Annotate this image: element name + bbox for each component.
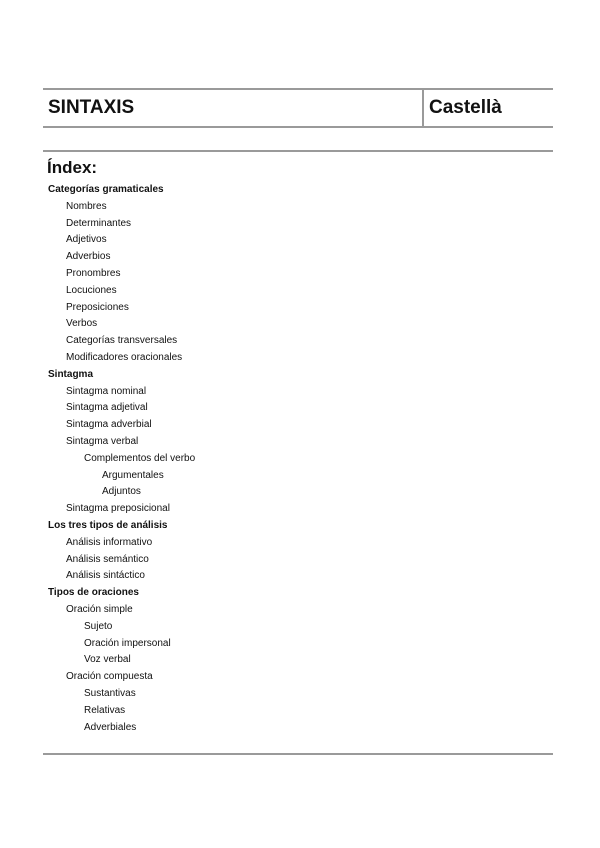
toc-item[interactable]: Adjuntos bbox=[102, 486, 141, 498]
toc-item[interactable]: Tipos de oraciones bbox=[48, 587, 139, 599]
toc-item[interactable]: Sintagma bbox=[48, 368, 94, 380]
toc-item[interactable]: Los tres tipos de análisis bbox=[48, 519, 168, 531]
top-divider bbox=[43, 150, 553, 152]
toc-item[interactable]: Relativas bbox=[84, 704, 126, 716]
toc-item[interactable]: Adjetivos bbox=[66, 234, 107, 246]
toc-item[interactable]: Nombres bbox=[66, 200, 107, 212]
toc-item[interactable]: Sustantivas bbox=[84, 687, 136, 699]
toc-item[interactable]: Complementos del verbo bbox=[84, 452, 196, 464]
toc-item[interactable]: Argumentales bbox=[102, 469, 164, 481]
document-header bbox=[43, 88, 553, 128]
toc-item[interactable]: Sintagma verbal bbox=[66, 435, 139, 447]
toc-item[interactable]: Categorías transversales bbox=[66, 335, 178, 347]
toc-item[interactable]: Sujeto bbox=[84, 620, 113, 632]
toc-item[interactable]: Sintagma adverbial bbox=[66, 419, 152, 431]
toc-item[interactable]: Categorías gramaticales bbox=[48, 184, 164, 195]
toc-item[interactable]: Verbos bbox=[66, 318, 98, 330]
toc-item[interactable]: Determinantes bbox=[66, 217, 132, 229]
toc-item[interactable]: Adverbios bbox=[66, 251, 111, 263]
toc-item[interactable]: Análisis informativo bbox=[66, 536, 153, 548]
toc-item[interactable]: Análisis sintáctico bbox=[66, 570, 145, 582]
toc-item[interactable]: Sintagma nominal bbox=[66, 385, 147, 397]
toc-item[interactable]: Oración compuesta bbox=[66, 671, 153, 683]
header-title-cell bbox=[43, 90, 424, 126]
toc-item[interactable]: Modificadores oracionales bbox=[66, 351, 183, 363]
bottom-divider bbox=[43, 753, 553, 755]
toc-item[interactable]: Análisis semántico bbox=[66, 553, 149, 565]
toc-item[interactable]: Oración simple bbox=[66, 603, 133, 615]
toc-item[interactable]: Locuciones bbox=[66, 284, 117, 296]
header-subject-cell bbox=[424, 90, 553, 126]
document-title: SINTAXIS bbox=[48, 97, 135, 118]
toc-item[interactable]: Sintagma adjetival bbox=[66, 402, 148, 414]
toc-item[interactable]: Voz verbal bbox=[84, 654, 131, 666]
toc-item[interactable]: Sintagma preposicional bbox=[66, 503, 170, 515]
document-subject: Castellà bbox=[429, 97, 502, 118]
table-of-contents bbox=[0, 182, 600, 736]
toc-item[interactable]: Preposiciones bbox=[66, 301, 129, 313]
toc-title: Índex: bbox=[47, 158, 98, 177]
toc-item[interactable]: Adverbiales bbox=[84, 721, 137, 733]
toc-item[interactable]: Oración impersonal bbox=[84, 637, 171, 649]
toc-item[interactable]: Pronombres bbox=[66, 267, 121, 279]
